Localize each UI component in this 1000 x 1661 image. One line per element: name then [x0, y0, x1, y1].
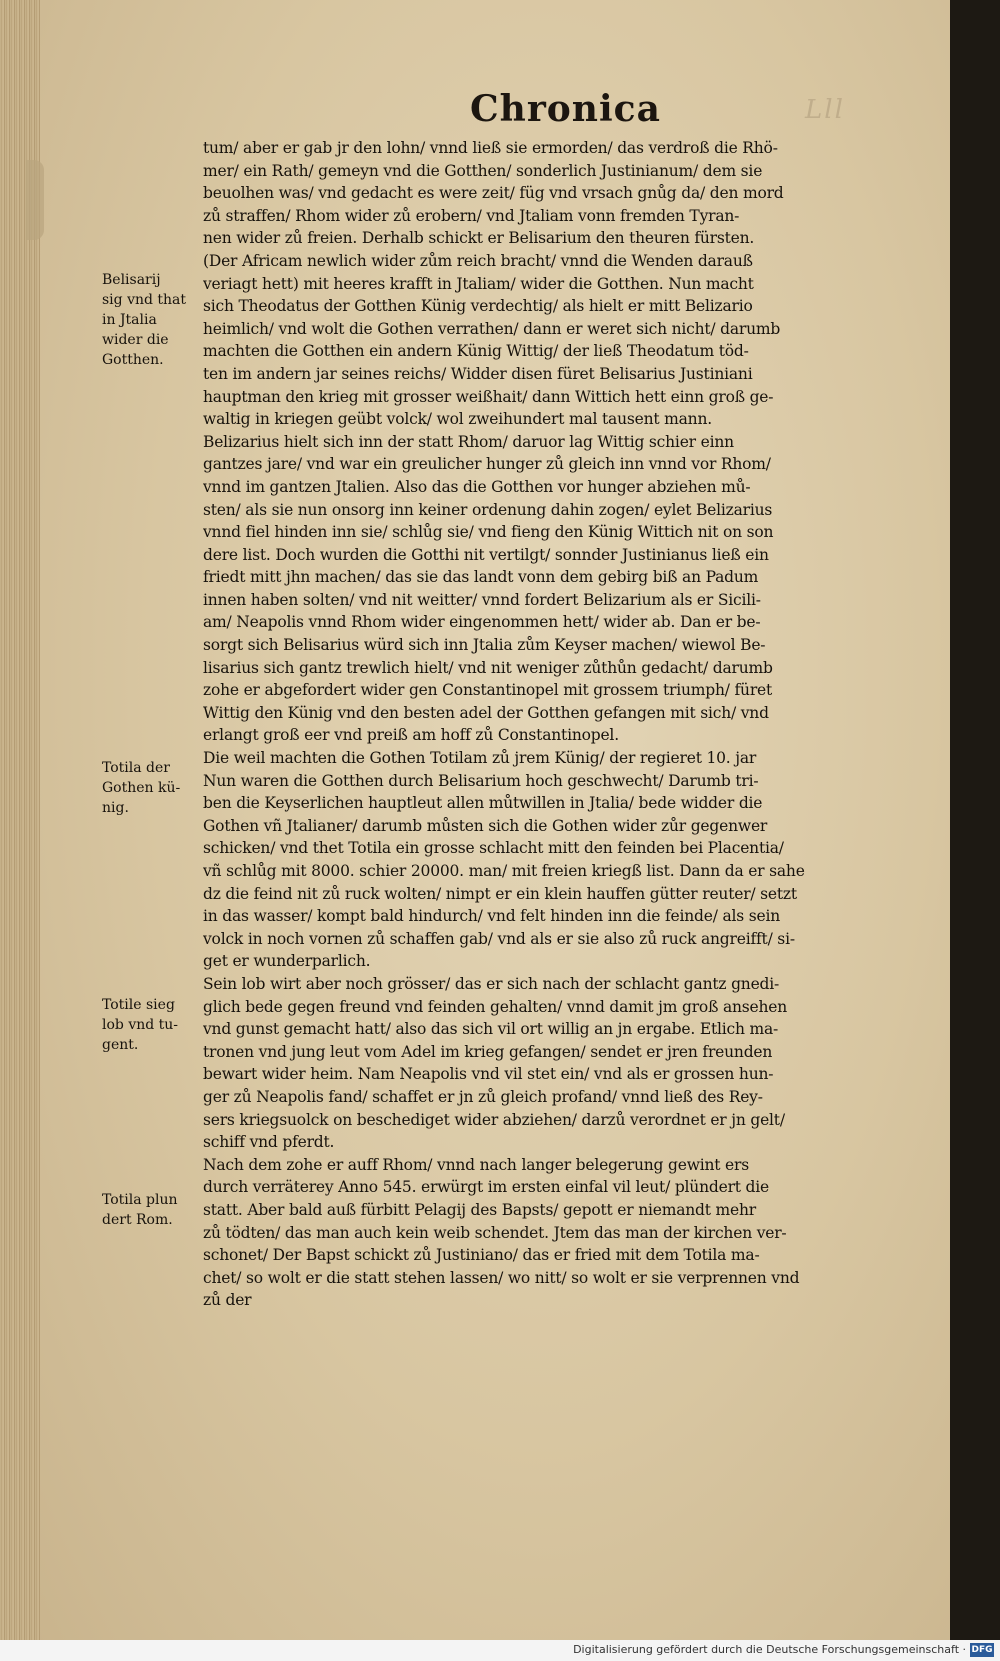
text-line: nen wider zů freien. Derhalb schickt er Belisarium den theuren fürsten. — [203, 229, 755, 248]
margin-note-line: nig. — [102, 800, 129, 816]
book-page-edges — [0, 0, 42, 1661]
text-line: Wittig den Künig vnd den besten adel der Gotthen gefangen mit sich/ vnd — [203, 703, 769, 722]
text-line: tronen vnd jung leut vom Adel im krieg gefangen/ sendet er jren freunden — [203, 1042, 773, 1061]
text-line: in das wasser/ kompt bald hindurch/ vnd felt hinden inn die feinde/ als sein — [203, 907, 780, 926]
text-line: chet/ so wolt er die statt stehen lassen/ wo nitt/ so wolt er sie verprennen vnd — [203, 1268, 800, 1287]
margin-note-line: wider die — [102, 332, 169, 348]
margin-note-line: dert Rom. — [102, 1212, 173, 1228]
text-line: sich Theodatus der Gotthen Künig verdechtig/ als hielt er mitt Belizario — [203, 297, 753, 316]
margin-note-totila-king — [102, 758, 198, 818]
margin-note-line: gent. — [102, 1037, 139, 1053]
text-line: Die weil machten die Gothen Totilam zů jrem Künig/ der regieret 10. jar — [203, 749, 757, 768]
text-line: zohe er abgefordert wider gen Constantinopel mit grossem triumph/ füret — [203, 681, 773, 700]
margin-note-line: Gotthen. — [102, 352, 164, 368]
text-line: ben die Keyserlichen hauptleut allen můtwillen in Jtalia/ bede widder die — [203, 794, 763, 813]
text-line: erlangt groß eer vnd preiß am hoff zů Constantinopel. — [203, 726, 619, 745]
text-line: Nun waren die Gotthen durch Belisarium hoch geschwecht/ Darumb tri- — [203, 771, 759, 790]
text-line: schiff vnd pferdt. — [203, 1133, 335, 1152]
text-line: dere list. Doch wurden die Gotthi nit vertilgt/ sonnder Justinianus ließ ein — [203, 545, 769, 564]
text-line: sorgt sich Belisarius würd sich inn Jtalia zům Keyser machen/ wiewol Be- — [203, 636, 766, 655]
text-line: innen haben solten/ vnd nit weitter/ vnnd fordert Belizarium als er Sicili- — [203, 590, 761, 609]
text-line: lisarius sich gantz trewlich hielt/ vnd nit weniger zůthůn gedacht/ darumb — [203, 658, 773, 677]
text-line: get er wunderparlich. — [203, 952, 371, 971]
margin-note-line: lob vnd tu- — [102, 1017, 179, 1033]
text-line: zů tödten/ das man auch kein weib schendet. Jtem das man der kirchen ver- — [203, 1223, 787, 1242]
footer-credit: Digitalisierung gefördert durch die Deutsche Forschungsgemeinschaft · — [573, 1643, 966, 1656]
text-line: (Der Africam newlich wider zům reich bracht/ vnnd die Wenden darauß — [203, 251, 753, 270]
margin-note-line: Totile sieg — [102, 997, 175, 1013]
text-line: sers kriegsuolck on beschediget wider abziehen/ darzů verordnet er jn gelt/ — [203, 1110, 785, 1129]
text-line: ten im andern jar seines reichs/ Widder disen füret Belisarius Justiniani — [203, 364, 753, 383]
text-line: vnnd im gantzen Jtalien. Also das die Gotthen vor hunger abziehen mů- — [203, 477, 751, 496]
text-line: waltig in kriegen geübt volck/ wol zweihundert mal tausent mann. — [203, 410, 712, 429]
text-line: sten/ als sie nun onsorg inn keiner ordenung dahin zogen/ eylet Belizarius — [203, 500, 773, 519]
text-line: heimlich/ vnd wolt die Gothen verrathen/ dann er weret sich nicht/ darumb — [203, 319, 781, 338]
text-line: schonet/ Der Bapst schickt zů Justiniano/ das er fried mit dem Totila ma- — [203, 1246, 760, 1265]
margin-note-line: Totila der — [102, 760, 170, 776]
page-tab — [26, 160, 44, 240]
text-line: hauptman den krieg mit grosser weißhait/ dann Wittich hett einn groß ge- — [203, 387, 774, 406]
text-line: friedt mitt jhn machen/ das sie das landt vonn dem gebirg biß an Padum — [203, 568, 759, 587]
text-line: Nach dem zohe er auff Rhom/ vnnd nach langer belegerung gewint ers — [203, 1155, 749, 1174]
text-line: Gothen vñ Jtalianer/ darumb můsten sich die Gothen wider zůr gegenwer — [203, 816, 768, 835]
margin-note-line: Gothen kü- — [102, 780, 181, 796]
text-line: vñ schlůg mit 8000. schier 20000. man/ mit freien kriegß list. Dann da er sahe — [203, 862, 805, 880]
text-line: am/ Neapolis vnnd Rhom wider eingenommen hett/ wider ab. Dan er be- — [203, 613, 761, 632]
text-line: zů straffen/ Rhom wider zů erobern/ vnd Jtaliam vonn fremden Tyran- — [203, 206, 740, 225]
margin-note-line: Totila plun — [102, 1192, 178, 1208]
margin-note-line: in Jtalia — [102, 312, 157, 328]
text-line: Sein lob wirt aber noch grösser/ das er sich nach der schlacht gantz gnedi- — [203, 974, 780, 993]
body-text-block — [203, 137, 948, 1312]
text-line: ger zů Neapolis fand/ schaffet er jn zů gleich profand/ vnnd ließ des Rey- — [203, 1087, 763, 1106]
text-line: glich bede gegen freund vnd feinden gehalten/ vnnd damit jm groß ansehen — [203, 997, 788, 1016]
text-line: zů der — [203, 1291, 252, 1310]
text-line: statt. Aber bald auß fürbitt Pelagij des Bapsts/ gepott er niemandt mehr — [203, 1200, 756, 1219]
text-line: Belizarius hielt sich inn der statt Rhom/ daruor lag Wittig schier einn — [203, 432, 734, 451]
margin-note-totila-rome — [102, 1190, 198, 1230]
text-line: gantzes jare/ vnd war ein greulicher hunger zů gleich inn vnnd vor Rhom/ — [203, 455, 771, 474]
running-header-title: Chronica — [470, 88, 661, 130]
text-line: volck in noch vornen zů schaffen gab/ vnd als er sie also zů ruck angreifft/ si- — [203, 929, 795, 948]
text-line: bewart wider heim. Nam Neapolis vnd vil stet ein/ vnd als er grossen hun- — [203, 1065, 774, 1084]
text-line: vnd gunst gemacht hatt/ also das sich vil ort willig an jn ergabe. Etlich ma- — [203, 1020, 779, 1039]
text-line: schicken/ vnd thet Totila ein grosse schlacht mitt den feinden bei Placentia/ — [203, 839, 784, 858]
show-through-text: Lll — [805, 95, 845, 125]
margin-note-line: sig vnd that — [102, 292, 187, 308]
text-line: beuolhen was/ vnd gedacht es were zeit/ füg vnd vrsach gnůg da/ den mord — [203, 184, 784, 203]
margin-note-line: Belisarij — [102, 272, 161, 288]
text-line: machten die Gotthen ein andern Künig Wittig/ der ließ Theodatum töd- — [203, 342, 749, 361]
text-line: durch verräterey Anno 545. erwürgt im ersten einfal vil leut/ plündert die — [203, 1178, 769, 1197]
text-line: vnnd fiel hinden inn sie/ schlůg sie/ vnd fieng den Künig Wittich nit on son — [203, 523, 774, 542]
margin-note-totila-virtue — [102, 995, 198, 1055]
dfg-logo: DFG — [971, 1645, 993, 1655]
margin-note-belisarius — [102, 270, 198, 370]
text-line: mer/ ein Rath/ gemeyn vnd die Gotthen/ sonderlich Justinianum/ dem sie — [203, 161, 763, 180]
text-line: tum/ aber er gab jr den lohn/ vnnd ließ sie ermorden/ das verdroß die Rhö- — [203, 139, 778, 157]
text-line: dz die feind nit zů ruck wolten/ nimpt er ein klein hauffen gütter reuter/ setzt — [203, 884, 797, 903]
scan-right-edge — [950, 0, 1000, 1661]
text-line: veriagt hett) mit heeres krafft in Jtaliam/ wider die Gotthen. Nun macht — [203, 274, 754, 293]
